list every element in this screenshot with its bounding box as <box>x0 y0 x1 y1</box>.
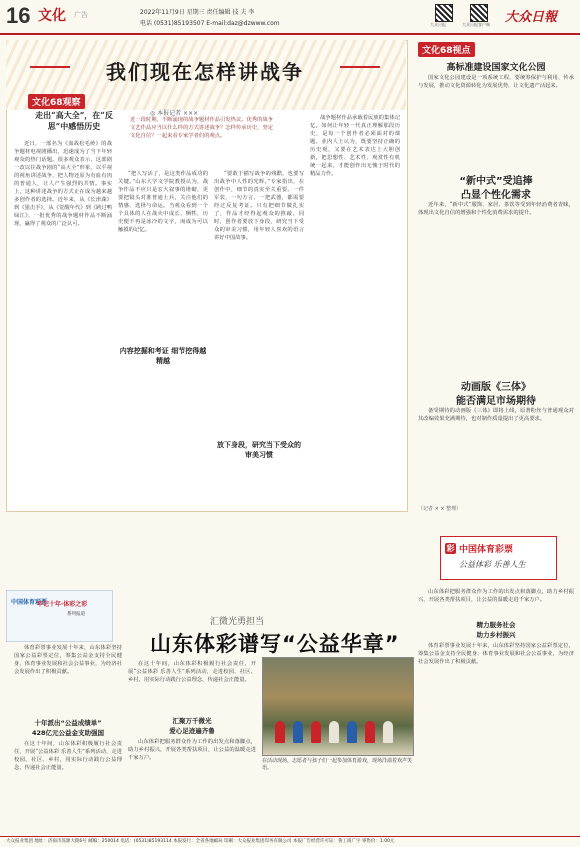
figure-icon <box>293 721 303 743</box>
sidebar-headline: 凸显个性化需求 <box>461 190 531 201</box>
byline: ◎ 本报记者 ××× <box>150 110 199 117</box>
figure-icon <box>329 721 339 743</box>
feature-column-4: 战争题材作品承载着民族的集体记忆。如何让年轻一代真正理解那段历史，是每一个创作者必须面对的课题。业内人士认为，既要坚持正确的历史观，又要在艺术表达上大胆创新，把思想性、艺术性、观赏性有机统一起来，才能创作出无愧于时代的精品力作。 <box>310 115 400 177</box>
lottery-subheading: 精力服务社会 <box>476 621 516 629</box>
sidebar-body-3: 备受期待的动画版《三体》即将上线，原著粉丝与普通观众对其改编效果充满期待，也对制作质量提出了更高要求。 <box>418 408 574 422</box>
sidebar-headline: 能否满足市场期待 <box>456 396 536 407</box>
figure-icon <box>275 721 285 743</box>
figure-icon <box>311 721 321 743</box>
sidebar-body-2: 近年来，“新中式”服饰、家居、茶饮等受到年轻消费者青睐，体现出文化自信的增强和个性化消费需求的提升。 <box>418 202 574 216</box>
qr-code-icon[interactable] <box>470 4 488 22</box>
lottery-body-a-cont: 在这十年间，山东体彩积极履行社会责任，开展“公益体彩 乐善人生”系列活动，走进校园、社区、乡村，用实际行动践行公益理念，传递社会正能量。 <box>14 741 122 771</box>
column-tag: 文化68观察 <box>28 94 85 109</box>
lottery-body-e: 体育彩票事业发展十年来，山东体彩坚持国家公益彩票定位，筹集公益金支持全民健身、体育事业发展和社会公益事业，为经济社会发展作出了积极贡献。 <box>418 643 574 665</box>
lottery-body-a: 体育彩票事业发展十年来，山东体彩坚持国家公益彩票定位，筹集公益金支持全民健身、体育事业发展和社会公益事业，为经济社会发展作出了积极贡献。 <box>14 645 122 675</box>
dateline: 2022年11月9日 星期三 责任编辑 技 夫 李 <box>140 9 255 16</box>
photo-caption: 在活动现场，志愿者与孩子们一起参加体育游戏，现场洋溢着欢声笑语。 <box>262 758 413 771</box>
badge-slogan: 公益体彩 乐善人生 <box>459 560 526 569</box>
page-number: 16 <box>6 3 31 28</box>
banner-note: 系列报道 <box>67 612 85 617</box>
lottery-subheading: 助力乡村振兴 <box>476 631 516 639</box>
figure-icon <box>347 721 357 743</box>
lottery-supertitle: 汇微光勇担当 <box>210 617 265 627</box>
section-sub-label: 广告 <box>74 11 88 19</box>
sidebar-author-note: （记者 × × 整理） <box>418 506 462 512</box>
contact-line: 电话 (0531)85193507 E-mail:daz@dzwww.com <box>140 20 280 27</box>
badge-title: 中国体育彩票 <box>459 545 514 555</box>
lottery-title: 山东体彩谱写“公益华章” <box>150 632 400 656</box>
qr-label: 大众日报客户端 <box>462 22 490 27</box>
qr-label: 大众日报 <box>430 22 446 27</box>
page-footer: 大众报业集团 地址：济南市泺源大街6号 邮编：250014 电话：(0531)85193114 本报发行：全省各地邮局 印刷：大众报业集团印务有限公司 本报广告经营许可证：鲁工商广字 零售价：1.00元 <box>0 836 580 847</box>
feature-subtitle: 走出“高大全”，在“反思”中感悟历史 <box>35 110 113 131</box>
lottery-subheading: 十年派出“公益成绩单” <box>34 719 102 727</box>
feature-column-3: “要敢于描写战争的残酷，也要写出战争中人性的光辉。”专家指出，在创作中，细节的真实至关重要。一件军装、一句方言、一把武器，都需要经过反复考证。只有把细节做扎实了，作品才经得起观众的推敲。同时，创作者要放下身段，研究当下受众的审美习惯，用年轻人喜欢的语言讲好中国故事。 <box>214 171 304 241</box>
subheading: 内容挖掘和考证 细节挖得越精越 <box>119 347 207 365</box>
sidebar-body-1: 国家文化公园建设是一项系统工程，要统筹保护与利用、传承与发展，推动文化资源转化为发展优势，让文化遗产活起来。 <box>418 75 574 89</box>
section-label: 文化 <box>38 8 66 24</box>
series-banner <box>6 590 113 642</box>
figure-icon <box>365 721 375 743</box>
feature-title: 我们现在怎样讲战争 <box>106 60 304 84</box>
newspaper-logo: 大众日報 <box>505 10 558 25</box>
lottery-logo-icon: 彩 <box>446 544 455 553</box>
sidebar-headline: 动画版《三体》 <box>461 382 531 393</box>
banner-slogan: 牢记十年·体彩之彩 <box>37 601 88 608</box>
lottery-body-d: 山东体彩把服务群众作为工作的出发点和落脚点，助力乡村振兴，开展各类帮扶项目，让公益的温暖走进千家万户。 <box>418 589 574 603</box>
feature-intro: 近一段时期，不断涌现的战争题材作品引发热议。优秀的战争文艺作品应当以什么样的方式讲述战争？怎样传承历史、坚定文化自信？一起来看专家学者们的观点。 <box>130 117 274 139</box>
qr-code-icon[interactable] <box>435 4 453 22</box>
lottery-body-b: 在这十年间，山东体彩积极履行社会责任，开展“公益体彩 乐善人生”系列活动，走进校园、社区、乡村，用实际行动践行公益理念，传递社会正能量。 <box>128 661 256 683</box>
sidebar-tag: 文化68视点 <box>418 42 475 57</box>
figure-icon <box>383 721 393 743</box>
banner-brand: 中国体育彩票 <box>11 599 48 606</box>
lottery-event-photo <box>262 657 414 756</box>
lottery-subheading: 428亿元公益金支助强国 <box>31 729 105 737</box>
lottery-badge <box>440 536 557 580</box>
lottery-subheading: 汇聚万千微光 <box>172 717 212 725</box>
sidebar-headline: 高标准建设国家文化公园 <box>446 63 546 73</box>
subheading: 放下身段，研究当下受众的审美习惯 <box>217 441 301 459</box>
feature-column-2: “把人写活了，是这类作品成功的关键。”山东大学文学院教授认为，战争作品不应只是宏大叙事的堆砌，更要把镜头对准普通士兵，关注他们的情感、选择与命运。当观众看到一个个具体的人在战火中成长、牺牲，历史便不再是冰冷的文字，而成为可以触摸的记忆。 <box>118 171 208 233</box>
sidebar-headline: “新中式”受追捧 <box>459 176 533 187</box>
lottery-subheading: 爱心足迹遍齐鲁 <box>169 727 215 735</box>
lottery-body-c: 山东体彩把服务群众作为工作的出发点和落脚点，助力乡村振兴，开展各类帮扶项目，让公益的温暖走进千家万户。 <box>128 739 256 761</box>
masthead <box>0 0 580 35</box>
feature-column-1: 近日，一部名为《血战松毛岭》的战争题材电视剧播出，迅速成为了当下年轻观众的热门话题。很多观众表示，这部剧一改以往战争剧的“高大全”形象，以平视的视角讲述战争，把人物还原为有血有肉的普通人，让人产生强烈的共情。事实上，这种讲述战争的方式正在成为越来越多创作者的选择。近年来，从《长津湖》到《狙击手》，从《觉醒年代》到《跨过鸭绿江》，一批优秀的战争题材作品不断涌现，赢得了观众的广泛认可。 <box>14 141 112 227</box>
